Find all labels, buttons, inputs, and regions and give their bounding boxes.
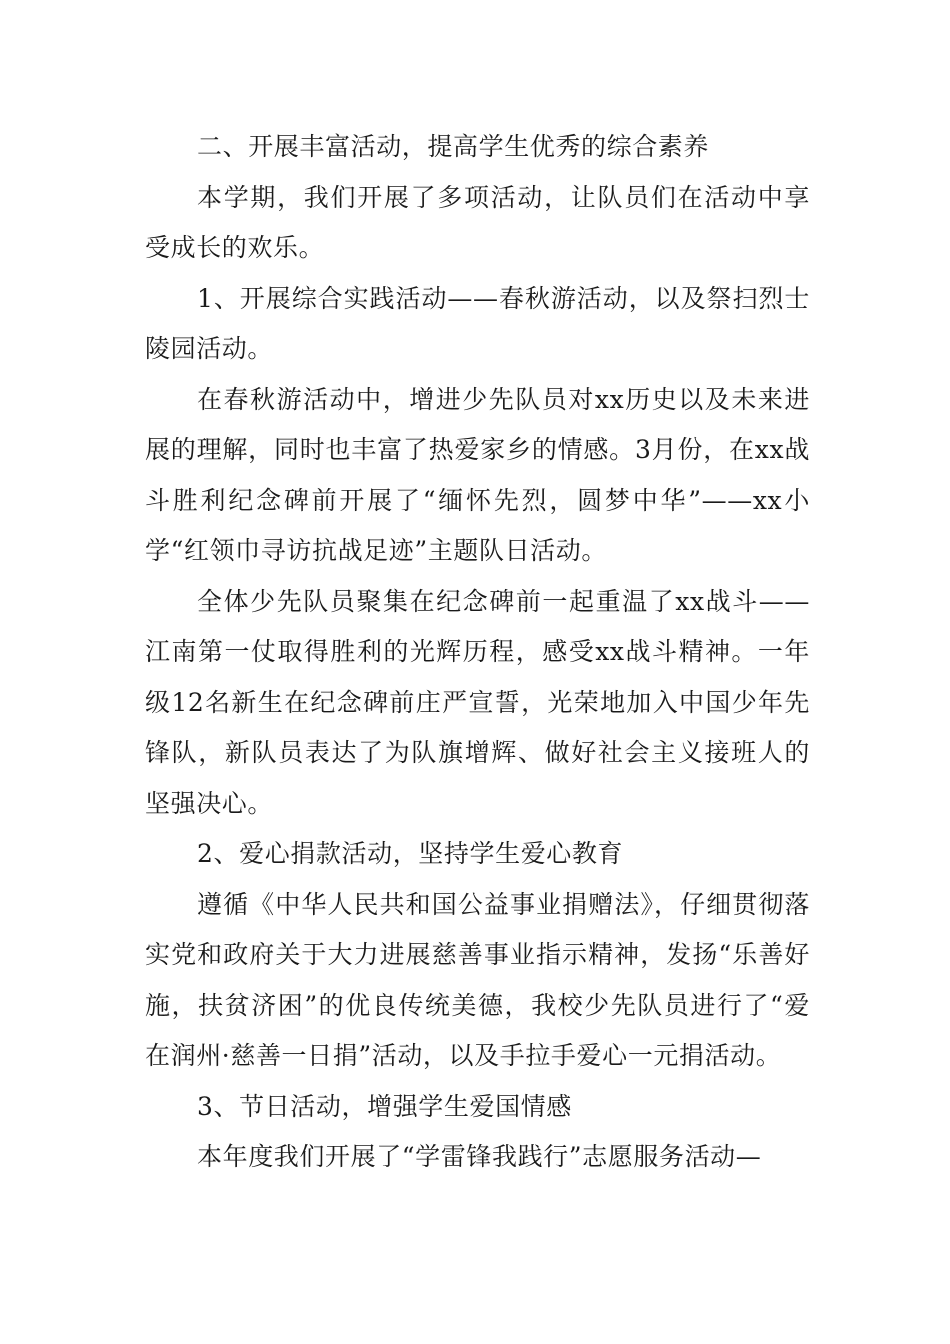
list-item-heading: 1、开展综合实践活动——春秋游活动，以及祭扫烈士陵园活动。	[145, 283, 810, 363]
body-paragraph: 全体少先队员聚集在纪念碑前一起重温了xx战斗——江南第一仗取得胜利的光辉历程，感受xx战斗精神。一年级12名新生在纪念碑前庄严宣誓，光荣地加入中国少年先锋队，新队员表达了为队旗增辉、做好社会主义接班人的坚强决心。	[145, 586, 810, 818]
section-heading: 二、开展丰富活动，提高学生优秀的综合素养	[197, 132, 710, 161]
document-body	[145, 122, 810, 1183]
list-item-heading: 3、节日活动，增强学生爱国情感	[197, 1091, 572, 1121]
body-paragraph: 在春秋游活动中，增进少先队员对xx历史以及未来进展的理解，同时也丰富了热爱家乡的情感。3月份，在xx战斗胜利纪念碑前开展了“缅怀先烈，圆梦中华”——xx小学“红领巾寻访抗战足迹”主题队日活动。	[145, 384, 810, 565]
body-paragraph: 本学期，我们开展了多项活动，让队员们在活动中享受成长的欢乐。	[145, 182, 810, 262]
list-item-heading: 2、爱心捐款活动，坚持学生爱心教育	[197, 839, 624, 868]
body-paragraph: 本年度我们开展了“学雷锋我践行”志愿服务活动—	[197, 1142, 762, 1171]
body-paragraph: 遵循《中华人民共和国公益事业捐赠法》，仔细贯彻落实党和政府关于大力进展慈善事业指示精神，发扬“乐善好施，扶贫济困”的优良传统美德，我校少先队员进行了“爱在润州·慈善一日捐”活动，以及手拉手爱心一元捐活动。	[145, 889, 810, 1070]
